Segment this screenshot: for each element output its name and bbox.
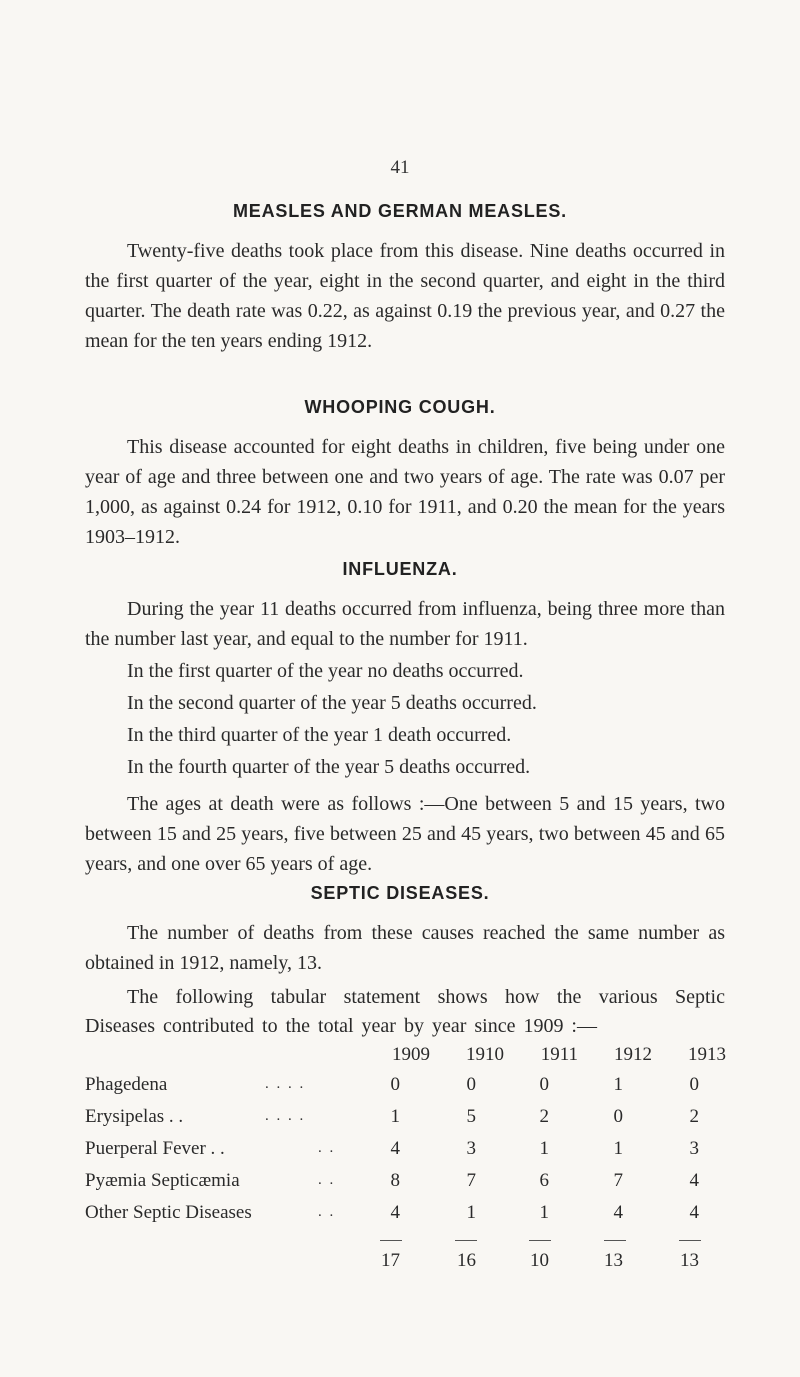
table-cell: 6 xyxy=(539,1170,549,1191)
table-cell: 1 xyxy=(613,1138,623,1159)
influenza-quarter-1: In the first quarter of the year no deaths occurred. xyxy=(127,660,524,682)
row-label-puerperal-fever: Puerperal Fever . . xyxy=(85,1138,225,1159)
total-1912: 13 xyxy=(604,1250,623,1271)
year-header-1909: 1909 xyxy=(392,1044,430,1065)
table-cell: 3 xyxy=(689,1138,699,1159)
table-cell: 1 xyxy=(539,1138,549,1159)
table-cell: 4 xyxy=(689,1202,699,1223)
total-1910: 16 xyxy=(457,1250,476,1271)
influenza-quarter-2: In the second quarter of the year 5 deaths occurred. xyxy=(127,692,537,714)
table-cell: 7 xyxy=(466,1170,476,1191)
row-label-pyaemia-septicaemia: Pyæmia Septicæmia xyxy=(85,1170,240,1191)
total-rule xyxy=(380,1240,402,1241)
influenza-quarter-4: In the fourth quarter of the year 5 deaths occurred. xyxy=(127,756,531,778)
total-rule xyxy=(604,1240,626,1241)
influenza-paragraph: During the year 11 deaths occurred from influenza, being three more than the number last year, and equal to the number for 1911. xyxy=(85,598,725,650)
table-cell: 8 xyxy=(390,1170,400,1191)
page-number: 41 xyxy=(390,157,410,178)
measles-paragraph: Twenty-five deaths took place from this disease. Nine deaths occurred in the first quarter of the year, eight in the second quarter, and eight in the third quarter. The death rate was 0.22, as against 0.19 the previous year, and 0.27 the mean for the ten years ending 1912. xyxy=(85,240,725,352)
year-header-1911: 1911 xyxy=(540,1044,578,1065)
table-cell: 4 xyxy=(613,1202,623,1223)
row-dots: . . . . xyxy=(265,1108,306,1124)
table-cell: 2 xyxy=(539,1106,549,1127)
total-rule xyxy=(529,1240,551,1241)
table-cell: 1 xyxy=(466,1202,476,1223)
table-cell: 4 xyxy=(390,1202,400,1223)
row-label-other-septic-diseases: Other Septic Diseases xyxy=(85,1202,252,1223)
whooping-cough-heading: WHOOPING COUGH. xyxy=(304,397,496,417)
table-cell: 2 xyxy=(689,1106,699,1127)
influenza-quarter-3: In the third quarter of the year 1 death occurred. xyxy=(127,724,512,746)
row-dots: . . xyxy=(318,1140,336,1156)
table-cell: 4 xyxy=(689,1170,699,1191)
table-cell: 1 xyxy=(613,1074,623,1095)
row-label-phagedena: Phagedena xyxy=(85,1074,168,1095)
total-1913: 13 xyxy=(680,1250,699,1271)
year-header-1910: 1910 xyxy=(466,1044,504,1065)
total-1909: 17 xyxy=(381,1250,400,1271)
whooping-cough-paragraph: This disease accounted for eight deaths in children, five being under one year of age and three between one and two years of age. The rate was 0.07 per 1,000, as against 0.24 for 1912, 0.10 for 1911, and 0.20 the mean for the years 1903–1912. xyxy=(85,436,725,548)
table-cell: 4 xyxy=(390,1138,400,1159)
total-rule xyxy=(455,1240,477,1241)
total-rule xyxy=(679,1240,701,1241)
year-header-1912: 1912 xyxy=(614,1044,652,1065)
table-cell: 0 xyxy=(466,1074,476,1095)
row-dots: . . xyxy=(318,1172,336,1188)
septic-heading: SEPTIC DISEASES. xyxy=(310,883,490,903)
table-cell: 0 xyxy=(539,1074,549,1095)
table-cell: 0 xyxy=(689,1074,699,1095)
influenza-ages-paragraph: The ages at death were as follows :—One between 5 and 15 years, two between 15 and 25 years, five between 25 and 45 years, two between 45 and 65 years, and one over 65 years of age. xyxy=(85,793,725,875)
table-cell: 1 xyxy=(539,1202,549,1223)
influenza-heading: INFLUENZA. xyxy=(342,559,458,579)
row-label-erysipelas: Erysipelas . . xyxy=(85,1106,184,1127)
table-cell: 3 xyxy=(466,1138,476,1159)
table-cell: 7 xyxy=(613,1170,623,1191)
table-cell: 0 xyxy=(613,1106,623,1127)
table-cell: 1 xyxy=(390,1106,400,1127)
septic-paragraph-2-line-1: The following tabular statement shows how the various Septic xyxy=(127,986,725,1008)
total-1911: 10 xyxy=(530,1250,549,1271)
septic-paragraph-1: The number of deaths from these causes reached the same number as obtained in 1912, namely, 13. xyxy=(85,922,725,974)
septic-paragraph-2-line-2: Diseases contributed to the total year by year since 1909 :— xyxy=(85,1015,597,1037)
measles-heading: MEASLES AND GERMAN MEASLES. xyxy=(233,201,567,221)
year-header-1913: 1913 xyxy=(688,1044,726,1065)
row-dots: . . xyxy=(318,1204,336,1220)
row-dots: . . . . xyxy=(265,1076,306,1092)
table-cell: 5 xyxy=(466,1106,476,1127)
table-cell: 0 xyxy=(390,1074,400,1095)
